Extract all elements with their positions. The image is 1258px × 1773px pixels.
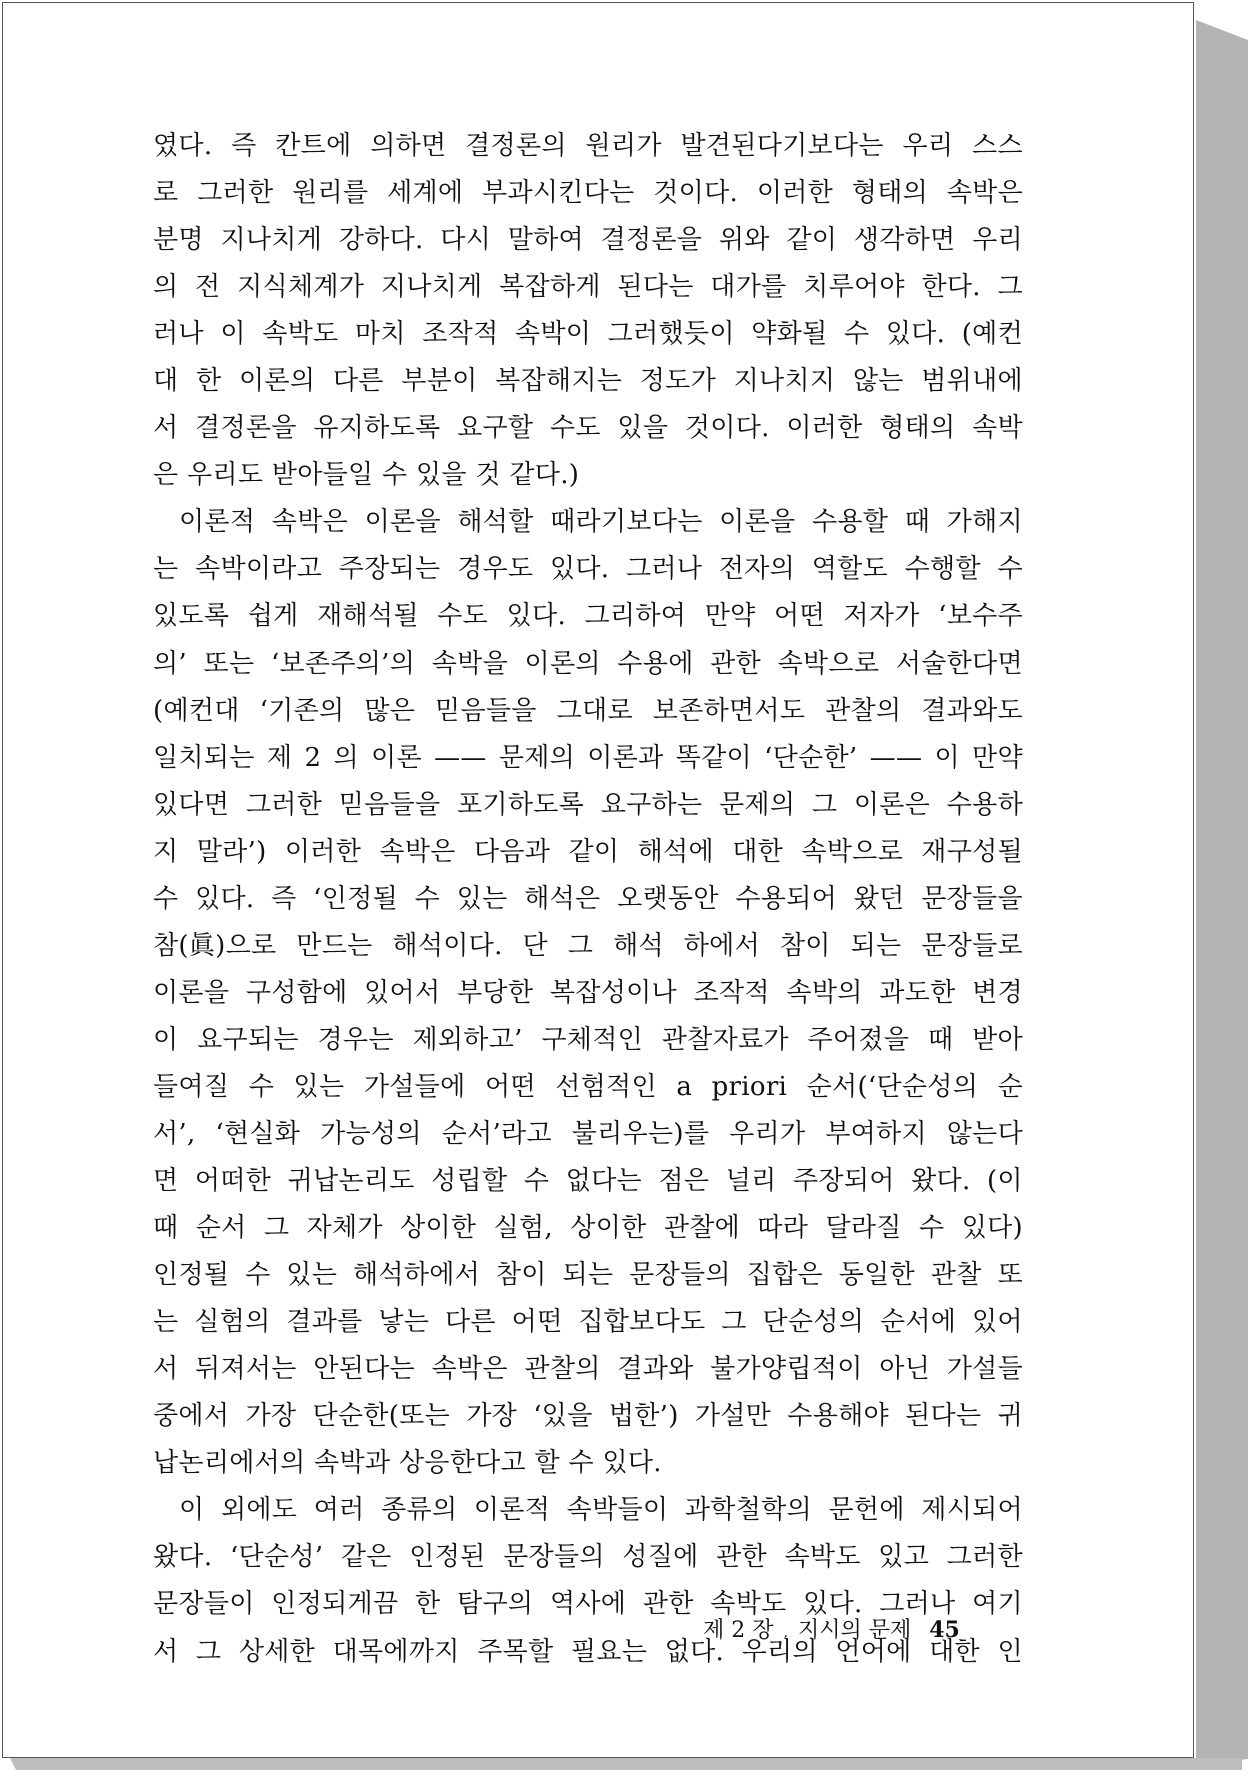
text-line: 중에서 가장 단순한(또는 가장 ‘있을 법한’) 가설만 수용해야 된다는 귀 [153,1401,1023,1432]
text-line: 였다. 즉 칸트에 의하면 결정론의 원리가 발견된다기보다는 우리 스스 [153,131,1023,161]
text-line: 이 요구되는 경우는 제외하고’ 구체적인 관찰자료가 주어졌을 때 받아 [153,1024,1023,1055]
text-line: 은 우리도 받아들일 수 있을 것 같다.) [153,460,580,491]
text-line: 서 결정론을 유지하도록 요구할 수도 있을 것이다. 이러한 형태의 속박 [153,413,1023,444]
text-line: 일치되는 제 2 의 이론 —— 문제의 이론과 똑같이 ‘단순한’ —— 이 만약 [153,742,1023,773]
footer-title: 지시의 문제 [797,1618,912,1643]
text-line: (예컨대 ‘기존의 많은 믿음들을 그대로 보존하면서도 관찰의 결과와도 [153,695,1023,726]
text-line: 이론적 속박은 이론을 해석할 때라기보다는 이론을 수용할 때 가해지 [179,507,1023,538]
text-line: 서’, ‘현실화 가능성의 순서’라고 불리우는)를 우리가 부여하지 않는다 [153,1118,1023,1149]
text-line: 때 순서 그 자체가 상이한 실험, 상이한 관찰에 따라 달라질 수 있다) [153,1213,1023,1244]
text-line: 러나 이 속박도 마치 조작적 속박이 그러했듯이 약화될 수 있다. (예컨 [153,319,1023,350]
text-line: 참(眞)으로 만드는 해석이다. 단 그 해석 하에서 참이 되는 문장들로 [153,930,1023,961]
text-line: 왔다. ‘단순성’ 같은 인정된 문장들의 성질에 관한 속박도 있고 그러한 [153,1542,1023,1573]
text-line: 있도록 쉽게 재해석될 수도 있다. 그리하여 만약 어떤 저자가 ‘보수주 [153,601,1023,632]
text-line: 는 실험의 결과를 낳는 다른 어떤 집합보다도 그 단순성의 순서에 있어 [153,1307,1023,1338]
text-line: 이론을 구성함에 있어서 부당한 복잡성이나 조작적 속박의 과도한 변경 [153,977,1023,1008]
book-side-shadow [1196,20,1248,1765]
text-line: 들여질 수 있는 가설들에 어떤 선험적인 a priori 순서(‘단순성의 순 [153,1071,1023,1102]
body-text [153,123,1023,1676]
footer-chapter: 제 2 장 [703,1618,774,1643]
page-number: 45 [929,1617,960,1643]
text-line: 는 속박이라고 주장되는 경우도 있다. 그러나 전자의 역할도 수행할 수 [153,554,1023,585]
text-line: 있다면 그러한 믿음들을 포기하도록 요구하는 문제의 그 이론은 수용하 [153,789,1023,820]
text-line: 대 한 이론의 다른 부분이 복잡해지는 정도가 지나치지 않는 범위내에 [153,366,1023,397]
text-line: 분명 지나치게 강하다. 다시 말하여 결정론을 위와 같이 생각하면 우리 [153,225,1023,256]
text-line: 문장들이 인정되게끔 한 탐구의 역사에 관한 속박도 있다. 그러나 여기 [153,1589,1023,1620]
text-line: 수 있다. 즉 ‘인정될 수 있는 해석은 오랫동안 수용되어 왔던 문장들을 [153,883,1023,914]
page-footer [703,1613,960,1644]
text-line: 이 외에도 여러 종류의 이론적 속박들이 과학철학의 문헌에 제시되어 [179,1495,1023,1526]
text-line: 의’ 또는 ‘보존주의’의 속박을 이론의 수용에 관한 속박으로 서술한다면 [153,648,1023,679]
text-line: 면 어떠한 귀납논리도 성립할 수 없다는 점은 널리 주장되어 왔다. (이 [153,1166,1023,1197]
text-line: 납논리에서의 속박과 상응한다고 할 수 있다. [153,1448,662,1479]
text-line: 지 말라’) 이러한 속박은 다음과 같이 해석에 대한 속박으로 재구성될 [153,836,1023,867]
text-line: 의 전 지식체계가 지나치게 복잡하게 된다는 대가를 치루어야 한다. 그 [153,272,1023,303]
text-line: 서 뒤져서는 안된다는 속박은 관찰의 결과와 불가양립적이 아닌 가설들 [153,1354,1023,1385]
book-bottom-shadow [10,1758,1242,1770]
book-page [2,2,1194,1758]
text-line: 로 그러한 원리를 세계에 부과시킨다는 것이다. 이러한 형태의 속박은 [153,178,1023,209]
footer-separator: . [783,1625,788,1641]
text-line: 서 그 상세한 대목에까지 주목할 필요는 없다. 우리의 언어에 대한 인 [153,1636,1023,1667]
text-line: 인정될 수 있는 해석하에서 참이 되는 문장들의 집합은 동일한 관찰 또 [153,1260,1023,1291]
